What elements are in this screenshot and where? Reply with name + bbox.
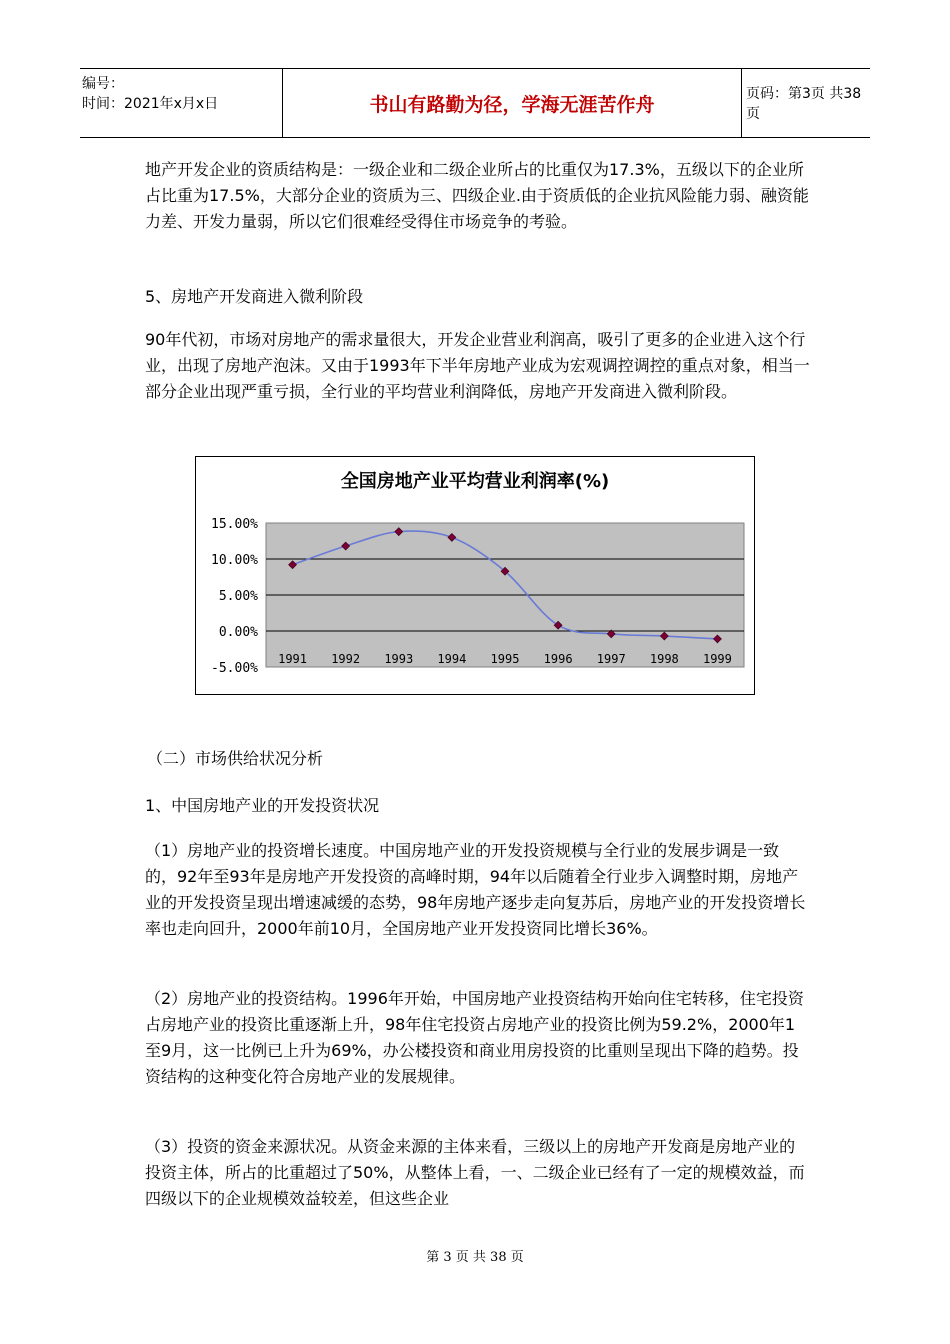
- header-motto: 书山有路勤为径，学海无涯苦作舟: [282, 69, 742, 137]
- heading-micro-profit: 5、房地产开发商进入微利阶段: [145, 287, 364, 306]
- x-tick-label: 1993: [384, 652, 414, 666]
- y-tick-label: 0.00%: [218, 625, 258, 640]
- doc-time: 时间：2021年x月x日: [82, 96, 219, 112]
- doc-number: 编号：: [82, 76, 124, 92]
- y-tick-label: 15.00%: [211, 517, 258, 532]
- y-tick-label: -5.00%: [211, 661, 258, 676]
- page-header: [80, 68, 870, 138]
- x-tick-label: 1996: [543, 652, 573, 666]
- profit-rate-chart: [195, 456, 755, 695]
- header-page-count: 页码：第3页 共38页: [746, 86, 862, 122]
- y-tick-label: 5.00%: [218, 589, 258, 604]
- page-footer: 第 3 页 共 38 页: [426, 1250, 524, 1265]
- chart-svg: [196, 457, 754, 694]
- paragraph-structure: （2）房地产业的投资结构。1996年开始，中国房地产业投资结构开始向住宅转移，住宅投资占房地产业的投资比重逐渐上升，98年住宅投资占房地产业的投资比例为59.2%，2000年1至9月，这一比例已上升为69%，办公楼投资和商业用房投资的比重则呈现出下降的趋势。投资结构的这种变化符合房地产业的发展规律。: [145, 989, 804, 1086]
- x-tick-label: 1999: [702, 652, 732, 666]
- paragraph-qualification: 地产开发企业的资质结构是：一级企业和二级企业所占的比重仅为17.3%，五级以下的企业所占比重为17.5%，大部分企业的资质为三、四级企业.由于资质低的企业抗风险能力弱、融资能力差、开发力量弱，所以它们很难经受得住市场竞争的考验。: [145, 160, 809, 231]
- x-tick-label: 1995: [490, 652, 520, 666]
- heading-investment: 1、中国房地产业的开发投资状况: [145, 796, 380, 815]
- paragraph-growth: （1）房地产业的投资增长速度。中国房地产业的开发投资规模与全行业的发展步调是一致的，92年至93年是房地产开发投资的高峰时期，94年以后随着全行业步入调整时期，房地产业的开发投资呈现出增速减缓的态势，98年房地产逐步走向复苏后，房地产业的开发投资增长率也走向回升，2000年前10月，全国房地产业开发投资同比增长36%。: [145, 841, 806, 938]
- section-supply: （二）市场供给状况分析: [147, 749, 324, 768]
- x-tick-label: 1994: [437, 652, 467, 666]
- x-tick-label: 1998: [649, 652, 679, 666]
- x-tick-label: 1997: [596, 652, 626, 666]
- chart-title: 全国房地产业平均营业利润率(%): [340, 471, 610, 492]
- x-tick-label: 1992: [331, 652, 361, 666]
- x-tick-label: 1991: [278, 652, 308, 666]
- paragraph-funding: （3）投资的资金来源状况。从资金来源的主体来看，三级以上的房地产开发商是房地产业的投资主体，所占的比重超过了50%，从整体上看，一、二级企业已经有了一定的规模效益，而四级以下的企业规模效益较差，但这些企业: [145, 1137, 805, 1208]
- header-meta: [80, 69, 284, 142]
- paragraph-micro-profit: 90年代初，市场对房地产的需求量很大，开发企业营业利润高，吸引了更多的企业进入这个行业，出现了房地产泡沫。又由于1993年下半年房地产业成为宏观调控调控的重点对象，相当一部分企业出现严重亏损，全行业的平均营业利润降低，房地产开发商进入微利阶段。: [145, 330, 810, 401]
- y-tick-label: 10.00%: [211, 553, 258, 568]
